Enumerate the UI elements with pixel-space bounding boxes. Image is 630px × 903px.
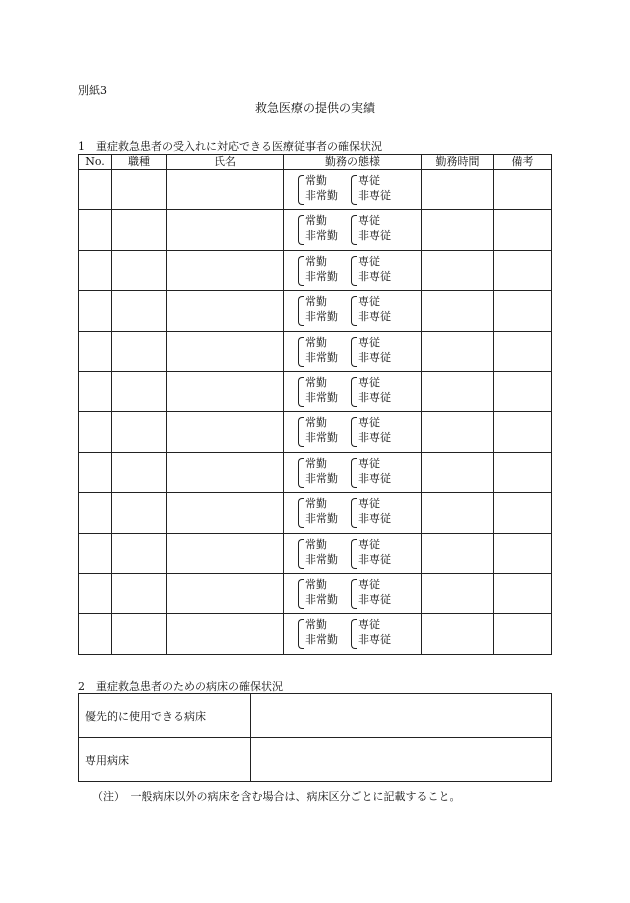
- dedication-option[interactable]: 非専従: [358, 633, 391, 647]
- cell-name[interactable]: [167, 371, 284, 411]
- employment-option[interactable]: 常勤: [305, 618, 327, 632]
- table-row: [79, 738, 552, 782]
- cell-job[interactable]: [112, 614, 167, 654]
- employment-bracket: [298, 578, 338, 608]
- bracket-icon: [351, 619, 357, 649]
- cell-mode: [284, 614, 422, 654]
- employment-option[interactable]: 非常勤: [305, 512, 338, 526]
- beds-table-body: [79, 694, 552, 782]
- bracket-icon: [298, 256, 304, 286]
- cell-no[interactable]: [79, 412, 112, 452]
- col-header-hours: 勤務時間: [422, 155, 494, 170]
- dedication-bracket: [351, 618, 391, 648]
- dedication-bracket: [351, 416, 391, 446]
- employment-option[interactable]: 非常勤: [305, 431, 338, 445]
- cell-remarks[interactable]: [494, 210, 552, 250]
- dedication-option[interactable]: 専従: [358, 214, 380, 228]
- employment-bracket: [298, 538, 338, 568]
- footnote: （注） 一般病床以外の病床を含む場合は、病床区分ごとに記載すること。: [92, 790, 461, 803]
- dedication-option[interactable]: 非専従: [358, 552, 391, 566]
- dedication-bracket: [351, 214, 391, 244]
- col-header-job: 職種: [112, 155, 167, 170]
- cell-no[interactable]: [79, 452, 112, 492]
- cell-job[interactable]: [112, 533, 167, 573]
- cell-mode: [284, 250, 422, 290]
- appendix-label: 別紙3: [78, 84, 107, 97]
- table-row: [79, 210, 552, 250]
- employment-option[interactable]: 非常勤: [305, 310, 338, 324]
- bracket-icon: [298, 296, 304, 326]
- table-row: [79, 573, 552, 613]
- bracket-icon: [351, 498, 357, 528]
- dedication-option[interactable]: 非専従: [358, 310, 391, 324]
- cell-name[interactable]: [167, 412, 284, 452]
- employment-option[interactable]: 常勤: [305, 375, 327, 389]
- dedication-option[interactable]: 専従: [358, 416, 380, 430]
- bracket-icon: [351, 579, 357, 609]
- cell-remarks[interactable]: [494, 452, 552, 492]
- cell-remarks[interactable]: [494, 331, 552, 371]
- dedication-option[interactable]: 専従: [358, 375, 380, 389]
- cell-remarks[interactable]: [494, 533, 552, 573]
- cell-job[interactable]: [112, 493, 167, 533]
- cell-name[interactable]: [167, 210, 284, 250]
- cell-no[interactable]: [79, 291, 112, 331]
- section1-title: 1 重症救急患者の受入れに対応できる医療従事者の確保状況: [78, 140, 382, 153]
- cell-hours[interactable]: [422, 210, 494, 250]
- employment-bracket: [298, 376, 338, 406]
- cell-hours[interactable]: [422, 614, 494, 654]
- dedication-option[interactable]: 専従: [358, 335, 380, 349]
- cell-mode: [284, 371, 422, 411]
- bracket-icon: [351, 256, 357, 286]
- employment-option[interactable]: 常勤: [305, 254, 327, 268]
- staff-table-header: [79, 155, 552, 170]
- dedication-option[interactable]: 専従: [358, 254, 380, 268]
- cell-name[interactable]: [167, 331, 284, 371]
- table-row: [79, 614, 552, 654]
- dedication-option[interactable]: 専従: [358, 497, 380, 511]
- cell-mode: [284, 573, 422, 613]
- employment-option[interactable]: 常勤: [305, 577, 327, 591]
- cell-job[interactable]: [112, 210, 167, 250]
- employment-bracket: [298, 295, 338, 325]
- cell-hours[interactable]: [422, 331, 494, 371]
- cell-hours[interactable]: [422, 170, 494, 210]
- bracket-icon: [351, 377, 357, 407]
- cell-mode: [284, 291, 422, 331]
- bracket-icon: [298, 377, 304, 407]
- dedication-bracket: [351, 457, 391, 487]
- col-header-name: 氏名: [167, 155, 284, 170]
- cell-remarks[interactable]: [494, 291, 552, 331]
- dedication-bracket: [351, 295, 391, 325]
- cell-name[interactable]: [167, 452, 284, 492]
- employment-bracket: [298, 174, 338, 204]
- cell-mode: [284, 533, 422, 573]
- cell-mode: [284, 170, 422, 210]
- cell-job[interactable]: [112, 371, 167, 411]
- cell-name[interactable]: [167, 614, 284, 654]
- bracket-icon: [298, 215, 304, 245]
- bed-type-label: 専用病床: [79, 738, 251, 782]
- employment-option[interactable]: 常勤: [305, 295, 327, 309]
- dedication-bracket: [351, 376, 391, 406]
- employment-bracket: [298, 336, 338, 366]
- cell-remarks[interactable]: [494, 371, 552, 411]
- employment-option[interactable]: 非常勤: [305, 592, 338, 606]
- cell-no[interactable]: [79, 614, 112, 654]
- dedication-bracket: [351, 538, 391, 568]
- col-header-no: No.: [79, 155, 112, 170]
- employment-option[interactable]: 常勤: [305, 497, 327, 511]
- cell-hours[interactable]: [422, 452, 494, 492]
- cell-name[interactable]: [167, 170, 284, 210]
- dedication-option[interactable]: 専従: [358, 537, 380, 551]
- dedication-bracket: [351, 255, 391, 285]
- cell-remarks[interactable]: [494, 250, 552, 290]
- bracket-icon: [351, 215, 357, 245]
- cell-job[interactable]: [112, 291, 167, 331]
- cell-no[interactable]: [79, 210, 112, 250]
- employment-option[interactable]: 常勤: [305, 416, 327, 430]
- bracket-icon: [298, 539, 304, 569]
- cell-remarks[interactable]: [494, 493, 552, 533]
- cell-name[interactable]: [167, 250, 284, 290]
- employment-option[interactable]: 常勤: [305, 214, 327, 228]
- bracket-icon: [298, 175, 304, 205]
- employment-bracket: [298, 457, 338, 487]
- section2-title: 2 重症救急患者のための病床の確保状況: [78, 680, 283, 693]
- cell-mode: [284, 493, 422, 533]
- bracket-icon: [298, 579, 304, 609]
- cell-no[interactable]: [79, 250, 112, 290]
- cell-mode: [284, 331, 422, 371]
- bracket-icon: [351, 539, 357, 569]
- table-row: [79, 412, 552, 452]
- bracket-icon: [298, 498, 304, 528]
- cell-job[interactable]: [112, 250, 167, 290]
- cell-name[interactable]: [167, 493, 284, 533]
- bed-count-field[interactable]: [251, 738, 552, 782]
- cell-hours[interactable]: [422, 291, 494, 331]
- cell-mode: [284, 210, 422, 250]
- staff-table-body: [79, 170, 552, 655]
- cell-no[interactable]: [79, 371, 112, 411]
- dedication-option[interactable]: 専従: [358, 456, 380, 470]
- table-row: [79, 250, 552, 290]
- dedication-bracket: [351, 578, 391, 608]
- cell-job[interactable]: [112, 170, 167, 210]
- cell-job[interactable]: [112, 452, 167, 492]
- staff-table: [78, 154, 552, 655]
- table-row: [79, 452, 552, 492]
- employment-option[interactable]: 非常勤: [305, 471, 338, 485]
- table-row: [79, 371, 552, 411]
- table-row: [79, 533, 552, 573]
- employment-option[interactable]: 非常勤: [305, 229, 338, 243]
- employment-option[interactable]: 非常勤: [305, 189, 338, 202]
- dedication-option[interactable]: 非専従: [358, 592, 391, 606]
- employment-bracket: [298, 618, 338, 648]
- cell-remarks[interactable]: [494, 573, 552, 613]
- dedication-option[interactable]: 専従: [358, 577, 380, 591]
- employment-option[interactable]: 非常勤: [305, 552, 338, 566]
- cell-remarks[interactable]: [494, 170, 552, 210]
- dedication-bracket: [351, 336, 391, 366]
- bracket-icon: [298, 458, 304, 488]
- cell-no[interactable]: [79, 533, 112, 573]
- employment-option[interactable]: 常勤: [305, 537, 327, 551]
- bracket-icon: [351, 296, 357, 326]
- employment-bracket: [298, 214, 338, 244]
- cell-hours[interactable]: [422, 371, 494, 411]
- dedication-option[interactable]: 専従: [358, 174, 380, 187]
- bed-count-field[interactable]: [251, 694, 552, 738]
- cell-job[interactable]: [112, 331, 167, 371]
- dedication-option[interactable]: 非専従: [358, 512, 391, 526]
- bracket-icon: [351, 417, 357, 447]
- table-row: [79, 170, 552, 210]
- employment-option[interactable]: 非常勤: [305, 350, 338, 364]
- table-row: [79, 331, 552, 371]
- dedication-option[interactable]: 非専従: [358, 189, 391, 202]
- dedication-option[interactable]: 専従: [358, 618, 380, 632]
- cell-job[interactable]: [112, 412, 167, 452]
- bracket-icon: [298, 619, 304, 649]
- bracket-icon: [351, 175, 357, 205]
- cell-name[interactable]: [167, 291, 284, 331]
- col-header-mode: 勤務の態様: [284, 155, 422, 170]
- cell-hours[interactable]: [422, 533, 494, 573]
- dedication-option[interactable]: 非専従: [358, 471, 391, 485]
- col-header-remarks: 備考: [494, 155, 552, 170]
- employment-option[interactable]: 常勤: [305, 174, 327, 187]
- employment-bracket: [298, 416, 338, 446]
- cell-mode: [284, 412, 422, 452]
- employment-option[interactable]: 非常勤: [305, 269, 338, 283]
- table-row: [79, 291, 552, 331]
- dedication-option[interactable]: 非専従: [358, 269, 391, 283]
- cell-remarks[interactable]: [494, 412, 552, 452]
- employment-option[interactable]: 非常勤: [305, 633, 338, 647]
- cell-name[interactable]: [167, 573, 284, 613]
- dedication-bracket: [351, 497, 391, 527]
- table-row: [79, 694, 552, 738]
- cell-hours[interactable]: [422, 250, 494, 290]
- cell-job[interactable]: [112, 573, 167, 613]
- dedication-option[interactable]: 非専従: [358, 350, 391, 364]
- dedication-option[interactable]: 非専従: [358, 390, 391, 404]
- cell-no[interactable]: [79, 170, 112, 210]
- cell-hours[interactable]: [422, 573, 494, 613]
- employment-bracket: [298, 497, 338, 527]
- bracket-icon: [298, 417, 304, 447]
- bracket-icon: [351, 337, 357, 367]
- cell-no[interactable]: [79, 573, 112, 613]
- cell-remarks[interactable]: [494, 614, 552, 654]
- document-title: 救急医療の提供の実績: [254, 101, 375, 115]
- employment-option[interactable]: 常勤: [305, 335, 327, 349]
- cell-hours[interactable]: [422, 412, 494, 452]
- bracket-icon: [298, 337, 304, 367]
- dedication-bracket: [351, 174, 391, 204]
- cell-mode: [284, 452, 422, 492]
- cell-no[interactable]: [79, 493, 112, 533]
- employment-bracket: [298, 255, 338, 285]
- cell-no[interactable]: [79, 331, 112, 371]
- bracket-icon: [351, 458, 357, 488]
- dedication-option[interactable]: 非専従: [358, 229, 391, 243]
- dedication-option[interactable]: 専従: [358, 295, 380, 309]
- bed-type-label: 優先的に使用できる病床: [79, 694, 251, 738]
- beds-table: [78, 693, 552, 782]
- cell-hours[interactable]: [422, 493, 494, 533]
- employment-option[interactable]: 常勤: [305, 456, 327, 470]
- table-row: [79, 493, 552, 533]
- dedication-option[interactable]: 非専従: [358, 431, 391, 445]
- employment-option[interactable]: 非常勤: [305, 390, 338, 404]
- cell-name[interactable]: [167, 533, 284, 573]
